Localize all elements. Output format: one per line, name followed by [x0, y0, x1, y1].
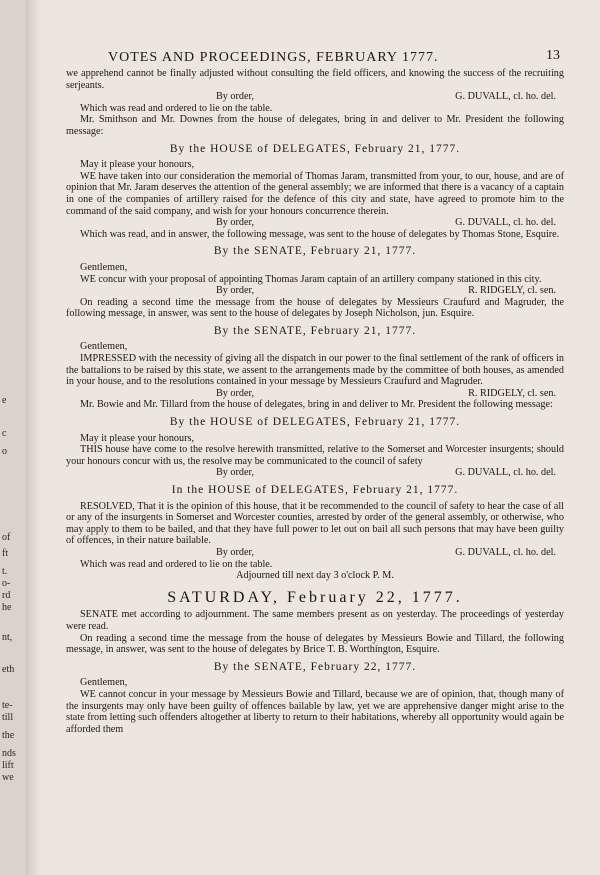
paragraph: Which was read, and in answer, the following message, was sent to the house of delegates by Thomas Stone, Esquire. — [80, 228, 560, 240]
message-heading: In the HOUSE of DELEGATES, February 21, 1777. — [171, 484, 459, 496]
paragraph: May it please your honours, — [80, 432, 195, 444]
margin-fragment: rd — [2, 590, 11, 601]
signature-clerk: R. RIDGELY, cl. sen. — [468, 387, 556, 399]
margin-fragment: c — [2, 428, 7, 439]
paragraph: Gentlemen, — [80, 341, 128, 353]
paragraph: WE cannot concur in your message by Messieurs Bowie and Tillard, because we are of opinion, that, though many of the insurgents may only have been guilty of offences bailable by law, yet we are apprehensive danger might arise to the state from letting such offenders altogether at liberty to return to their habitations, whereby all opportunity would again be afforded them — [66, 688, 565, 735]
signature-clerk: G. DUVALL, cl. ho. del. — [455, 546, 556, 558]
signature-line — [66, 547, 564, 559]
signature-by-order: By order, — [216, 387, 255, 399]
running-title: VOTES AND PROCEEDINGS, FEBRUARY 1777. — [108, 50, 439, 65]
margin-fragment: te- — [2, 700, 13, 711]
margin-fragment: nt, — [2, 632, 13, 643]
paragraph: THIS house have come to the resolve herewith transmitted, relative to the Somerset and Worcester insurgents; should your honours concur with us, the resolve may be communicated to the council of safety — [66, 444, 564, 467]
adjournment-line: Adjourned till next day 3 o'clock P. M. — [236, 570, 394, 582]
signature-by-order: By order, — [216, 467, 255, 479]
paragraph: Which was read and ordered to lie on the table. — [80, 558, 273, 570]
signature-by-order: By order, — [216, 285, 255, 297]
signature-line — [66, 285, 564, 297]
paragraph: RESOLVED, That it is the opinion of this house, that it be recommended to the council of safety to hear the case of all or any of the insurgents in Somerset and Worcester counties, arrested by order of the general assembly, or otherwise, who may apply to them to be bailed, and that they have full power to let out on bail all such persons that may have been guilty of offences, in their nature bailable. — [66, 500, 564, 547]
message-heading: By the HOUSE of DELEGATES, February 21, 1777. — [169, 416, 461, 429]
margin-fragment: eth — [2, 664, 15, 675]
message-heading: By the HOUSE of DELEGATES, February 21, 1777. — [169, 142, 461, 155]
paragraph: On reading a second time the message from the house of delegates by Messieurs Bowie and Tillard, the following message, in answer, was sent to the house of delegates by Brice T. B. Worthington, Esquire. — [66, 632, 564, 656]
margin-fragment: t. — [2, 566, 8, 577]
signature-clerk: G. DUVALL, cl. ho. del. — [455, 91, 556, 103]
paragraph: Gentlemen, — [80, 677, 128, 689]
paragraph: WE concur with your proposal of appointing Thomas Jaram captain of an artillery company stationed in this city. — [80, 273, 542, 285]
signature-by-order: By order, — [216, 546, 255, 558]
margin-fragment: o — [2, 446, 7, 457]
signature-by-order: By order, — [216, 91, 255, 103]
margin-fragment: he — [2, 602, 12, 613]
signature-line — [66, 91, 564, 103]
paragraph: Which was read and ordered to lie on the table. — [80, 102, 273, 114]
signature-clerk: G. DUVALL, cl. ho. del. — [455, 467, 556, 479]
margin-fragment: lift — [2, 760, 14, 771]
message-heading: By the SENATE, February 21, 1777. — [213, 324, 417, 337]
paragraph: we apprehend cannot be finally adjusted without consulting the field officers, and knowing the success of the recruiting serjeants. — [66, 68, 564, 91]
paragraph: WE have taken into our consideration the memorial of Thomas Jaram, transmitted from your, to our, house, and are of opinion that Mr. Jaram deserves the attention of the general assembly; we are informed that there is a vacancy of a captain in one of the companies of artillery raised for the defence of this city and state, have agreed to promote him to the command of the said company, and wish for your honours concurrence therein. — [66, 170, 564, 217]
margin-fragment: nds — [2, 748, 16, 759]
paragraph: SENATE met according to adjournment. The same members present as on yesterday. The proceedings of yesterday were read. — [66, 609, 564, 632]
page-header — [26, 50, 600, 66]
signature-line — [66, 467, 564, 479]
document-body — [66, 68, 564, 735]
paragraph: IMPRESSED with the necessity of giving all the dispatch in our power to the final settlement of the rank of officers in the battalions to be raised by this state, we assent to the arrangements made by the committee of both houses, as amended in your house, and to the resolutions contained in your message by Messieurs Craufurd and Magruder. — [66, 353, 564, 388]
paragraph: May it please your honours, — [80, 159, 195, 171]
margin-fragment: till — [2, 712, 14, 723]
paragraph: Mr. Bowie and Mr. Tillard from the house of delegates, bring in and deliver to Mr. President the following message: — [80, 399, 553, 411]
margin-fragment: o- — [2, 578, 11, 589]
signature-clerk: G. DUVALL, cl. ho. del. — [455, 217, 556, 229]
message-heading: By the SENATE, February 22, 1777. — [213, 660, 417, 673]
paragraph: Gentlemen, — [80, 261, 128, 273]
adjacent-page-margin — [0, 0, 26, 875]
margin-fragment: of — [2, 532, 11, 543]
margin-fragment: e — [2, 395, 7, 406]
message-heading: By the SENATE, February 21, 1777. — [213, 245, 417, 258]
gutter-shadow — [26, 0, 40, 875]
day-heading: SATURDAY, February 22, 1777. — [167, 588, 463, 606]
paragraph: Mr. Smithson and Mr. Downes from the house of delegates, bring in and deliver to Mr. President the following message: — [66, 114, 564, 137]
signature-by-order: By order, — [216, 217, 255, 229]
margin-fragment: ft — [2, 548, 9, 559]
paragraph: On reading a second time the message from the house of delegates by Messieurs Craufurd and Magruder, the following message, in answer, was sent to the house of delegates by Joseph Nicholson, jun. Esquire. — [66, 296, 564, 320]
margin-fragment: the — [2, 730, 15, 741]
document-page — [26, 0, 600, 875]
margin-fragment: we — [2, 772, 14, 783]
signature-line — [66, 388, 564, 400]
signature-clerk: R. RIDGELY, cl. sen. — [468, 285, 556, 297]
signature-line — [66, 217, 564, 229]
page-number: 13 — [546, 48, 560, 63]
